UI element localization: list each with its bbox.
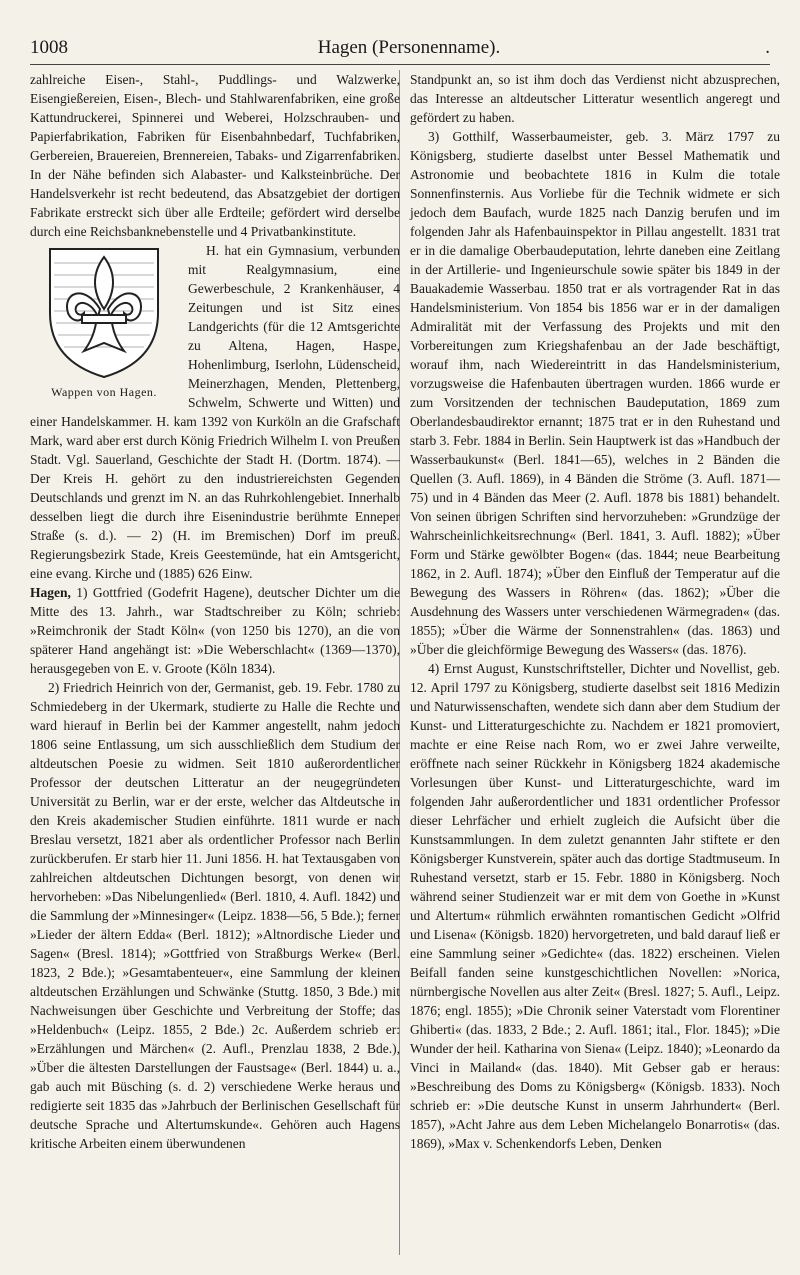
paragraph-institutions: H. hat ein Gymnasium, verbunden mit Realgymnasium, eine Gewerbeschule, 2 Krankenhäuser, 4 Zeitungen und ist Sitz eines Landgerichts (für die 12 Amtsgerichte zu Altena, Hagen, Haspe, Hohenlimburg, Iserlohn, Lüdenscheid, Meinerzhagen, Menden, Plettenberg, Schwelm, Schwerte und Witten) und einer Handelskammer. H. kam 1392 von Kurköln an die Grafschaft Mark, ward aber erst durch König Friedrich Wilhelm I. von Preußen Stadt. Vgl. Sauerland, Geschichte der Stadt H. (Dortm. 1874). — Der Kreis H. gehört zu den industriereichsten Gegenden Deutschlands und grenzt im N. an das Ruhrkohlengebiet. Innerhalb desselben liegt die durch ihre Eisenindustrie berühmte Enneper Straße (s. d.). — 2) (H. im Bremischen) Dorf im preuß. Regierungsbezirk Stade, Kreis Geestemünde, hat ein Amtsgericht, eine evang. Kirche und (1885) 626 Einw.: [30, 243, 400, 581]
entry-gotthilf: 3) Gotthilf, Wasserbaumeister, geb. 3. März 1797 zu Königsberg, studierte daselbst unter Bessel Mathematik und Astronomie und beobachtete 1816 in Kulm die totale Sonnenfinsternis. Aus Vorliebe für die Technik widmete er sich jedoch dem Baufach, wurde 1825 nach Danzig berufen und im folgenden Jahr als Hafenbauinspektor in Pillau angestellt. 1831 trat er in die damalige Oberbaudeputation, lehrte daneben eine Zeitlang in der Artillerie- und Ingenieurschule sowie später bis 1849 in der Bauakademie Wasserbau. 1850 trat er als vortragender Rat in das Handelsministerium. Von 1854 bis 1856 war er in der damaligen Admiralität mit der Verfassung des Projekts und mit den Vorbereitungen zum Kriegshafenbau an der Jade beschäftigt, worauf ihm, nach Wiedereintritt in das Handelsministerium, vorzugsweise die Hafenbauten übertragen wurden. 1866 wurde er zum Vorsitzenden der technischen Baudeputation, 1869 zum Oberlandesbaudirektor ernannt; 1875 trat er in den Ruhestand und starb 3. Febr. 1884 in Berlin. Sein Hauptwerk ist das »Handbuch der Wasserbaukunst« (Berl. 1841—65), welches in 2 Bänden die Quellen (3. Aufl. 1869), in 4 Bänden die Ströme (3. Aufl. 1871—75) und in 4 Bänden das Meer (2. Aufl. 1878 bis 1881) behandelt. Von seinen übrigen Schriften sind hervorzuheben: »Grundzüge der Wahrscheinlichkeitsrechnung« (Berl. 1841, 3. Aufl. 1882); »Über Form und Stärke gewölbter Bogen« (das. 1844; neue Bearbeitung 1862, in 2. Aufl. 1874); »Über den Einfluß der Temperatur auf die Bewegung des Wassers in Röhren« (das. 1862); »Über die Ausdehnung des Wassers unter verschiedenen Wärmegraden« (das. 1855); »Über die Wärme der Sonnenstrahlen« (das. 1863) und »Über die gleichförmige Bewegung des Wassers« (das. 1876).: [410, 129, 780, 657]
entry-headword: Hagen,: [30, 585, 71, 600]
coat-caption: Wappen von Hagen.: [51, 385, 157, 399]
paragraph-industry: zahlreiche Eisen-, Stahl-, Puddlings- und Walzwerke, Eisengießereien, Eisen-, Blech- und Stahlwarenfabriken, eine große Kattundruckerei, Spinnerei und Weberei, Holzschrauben- und Papierfabrikation, Fabriken für Eisenbahnbedarf, Tuchfabriken, Gerbereien, Brauereien, Brennereien, Tabaks- und Zigarrenfabriken. In der Nähe befinden sich Alabaster- und Kalksteinbrüche. Der Handelsverkehr ist recht bedeutend, das Absatzgebiet der dortigen Fabrikate erstreckt sich über alle Erdteile; gefördert wird derselbe durch eine Reichsbanknebenstelle und 4 Privatbankinstitute.: [30, 72, 400, 239]
header-rule: [30, 64, 770, 65]
entry-gottfried-text: 1) Gottfried (Godefrit Hagene), deutscher Dichter um die Mitte des 13. Jahrh., war Stadtschreiber zu Köln; schrieb: »Reimchronik der Stadt Köln« (von 1250 bis 1270), an die von späterer Hand angehängt ist: »Die Weberschlacht« (1369—1370), herausgegeben von E. v. Groote (Köln 1834).: [30, 585, 400, 676]
header-mark: .: [765, 37, 770, 58]
paragraph-continuation: Standpunkt an, so ist ihm doch das Verdienst nicht abzusprechen, das Interesse an altdeutscher Litteratur wesentlich angeregt und gefördert zu haben.: [410, 72, 780, 125]
entry-friedrich-heinrich: 2) Friedrich Heinrich von der, Germanist, geb. 19. Febr. 1780 zu Schmiedeberg in der Ukermark, studierte zu Halle die Rechte und ward hierauf in Berlin bei der Kammer angestellt, nahm jedoch 1806 seine Entlassung, um sich ausschließlich dem Studium der altdeutschen Poesie zu widmen. Seit 1810 außerordentlicher Professor der deutschen Litteratur an der neugegründeten Universität zu Berlin, war er der erste, welcher das Altdeutsche in den Kreis akademischer Studien einführte. 1811 wurde er nach Breslau versetzt, 1821 aber als ordentlicher Professor nach Berlin zurückberufen. Er starb hier 11. Juni 1856. H. hat Textausgaben von zahlreichen altdeutschen Dichtungen besorgt, von denen wir hervorheben: »Das Nibelungenlied« (Berl. 1810, 4. Aufl. 1842) und die Sammlung der »Minnesinger« (Leipz. 1838—56, 5 Bde.); ferner »Lieder der ältern Edda« (Berl. 1812); »Altnordische Lieder und Sagen« (Bresl. 1814); »Gottfried von Straßburgs Werke« (Berl. 1823, 2 Bde.); »Gesamtabenteuer«, eine Sammlung der kleinen altdeutschen Erzählungen und Schwänke (Stuttg. 1850, 3 Bde.) mit Nachweisungen über Geschichte und Verbreitung der Stoffe; das »Heldenbuch« (Leipz. 1855, 2 Bde.) 2c. Außerdem schrieb er: »Erzählungen und Märchen« (2. Aufl., Prenzlau 1838, 2 Bde.), »Über die ältesten Darstellungen der Faustsage« (Berl. 1844) u. a., gab auch mit Büsching (s. d. 2) verschiedene Werke heraus und redigierte seit 1835 das »Jahrbuch der Berlinischen Gesellschaft für deutsche Sprache und Altertumskunde«. Gehören auch Hagens kritische Arbeiten einem überwundenen: [30, 680, 400, 1151]
page-number: 1008: [30, 37, 68, 58]
right-column: [410, 70, 780, 1153]
fleur-de-lis-shield-icon: [44, 243, 164, 383]
left-column: [30, 70, 400, 1153]
coat-of-arms: [30, 243, 178, 400]
entry-gottfried: [30, 583, 400, 678]
page-header: [30, 34, 770, 62]
entry-ernst-august: 4) Ernst August, Kunstschriftsteller, Dichter und Novellist, geb. 12. April 1797 zu Königsberg, studierte daselbst seit 1816 Medizin und Naturwissenschaften, wendete sich dann aber dem Studium der Kunst- und Litteraturgeschichte zu. Nachdem er 1821 promoviert, machte er eine Reise nach Rom, wo er zwei Jahre verweilte, eröffnete nach seiner Rückkehr in Königsberg 1824 akademische Vorlesungen über Kunst- und Litteraturgeschichte, ward im folgenden Jahr außerordentlicher und 1831 ordentlicher Professor dieser Lehrfächer und erhielt zugleich die Aufsicht über die Kunstsammlungen. In dem zuletzt genannten Jahr stiftete er den Königsberger Kunstverein, später auch das dortige Stadtmuseum. In Ruhestand versetzt, starb er 15. Febr. 1880 in Königsberg. Noch während seiner Studienzeit war er mit dem von Goethe in »Kunst und Altertum« rühmlich erwähnten romantischen Gedicht »Olfrid und Lisena« (Königsb. 1820) hervorgetreten, und bald darauf ließ er eine Sammlung seiner »Gedichte« (das. 1822) erscheinen. Vielen Beifall fanden seine kunstgeschichtlichen Novellen: »Norica, nürnbergische Novellen aus alter Zeit« (Bresl. 1827; 5. Aufl., Leipz. 1876; engl. 1855); »Die Chronik seiner Vaterstadt vom Florentiner Ghiberti« (das. 1833, 2 Bde.; 2. Aufl. 1861; ital., Flor. 1845); »Die Wunder der heil. Katharina von Siena« (Leipz. 1840); »Leonardo da Vinci in Mailand« (das. 1840). Mit Gebser gab er heraus: »Beschreibung des Doms zu Königsberg« (Königsb. 1833). Noch schrieb er: »Die deutsche Kunst in unserm Jahrhundert« (Berl. 1857), »Acht Jahre aus dem Leben Michelangelo Bonarrotis« (das. 1869), »Max v. Schenkendorfs Leben, Denken: [410, 661, 780, 1151]
running-title: Hagen (Personenname).: [317, 37, 501, 58]
